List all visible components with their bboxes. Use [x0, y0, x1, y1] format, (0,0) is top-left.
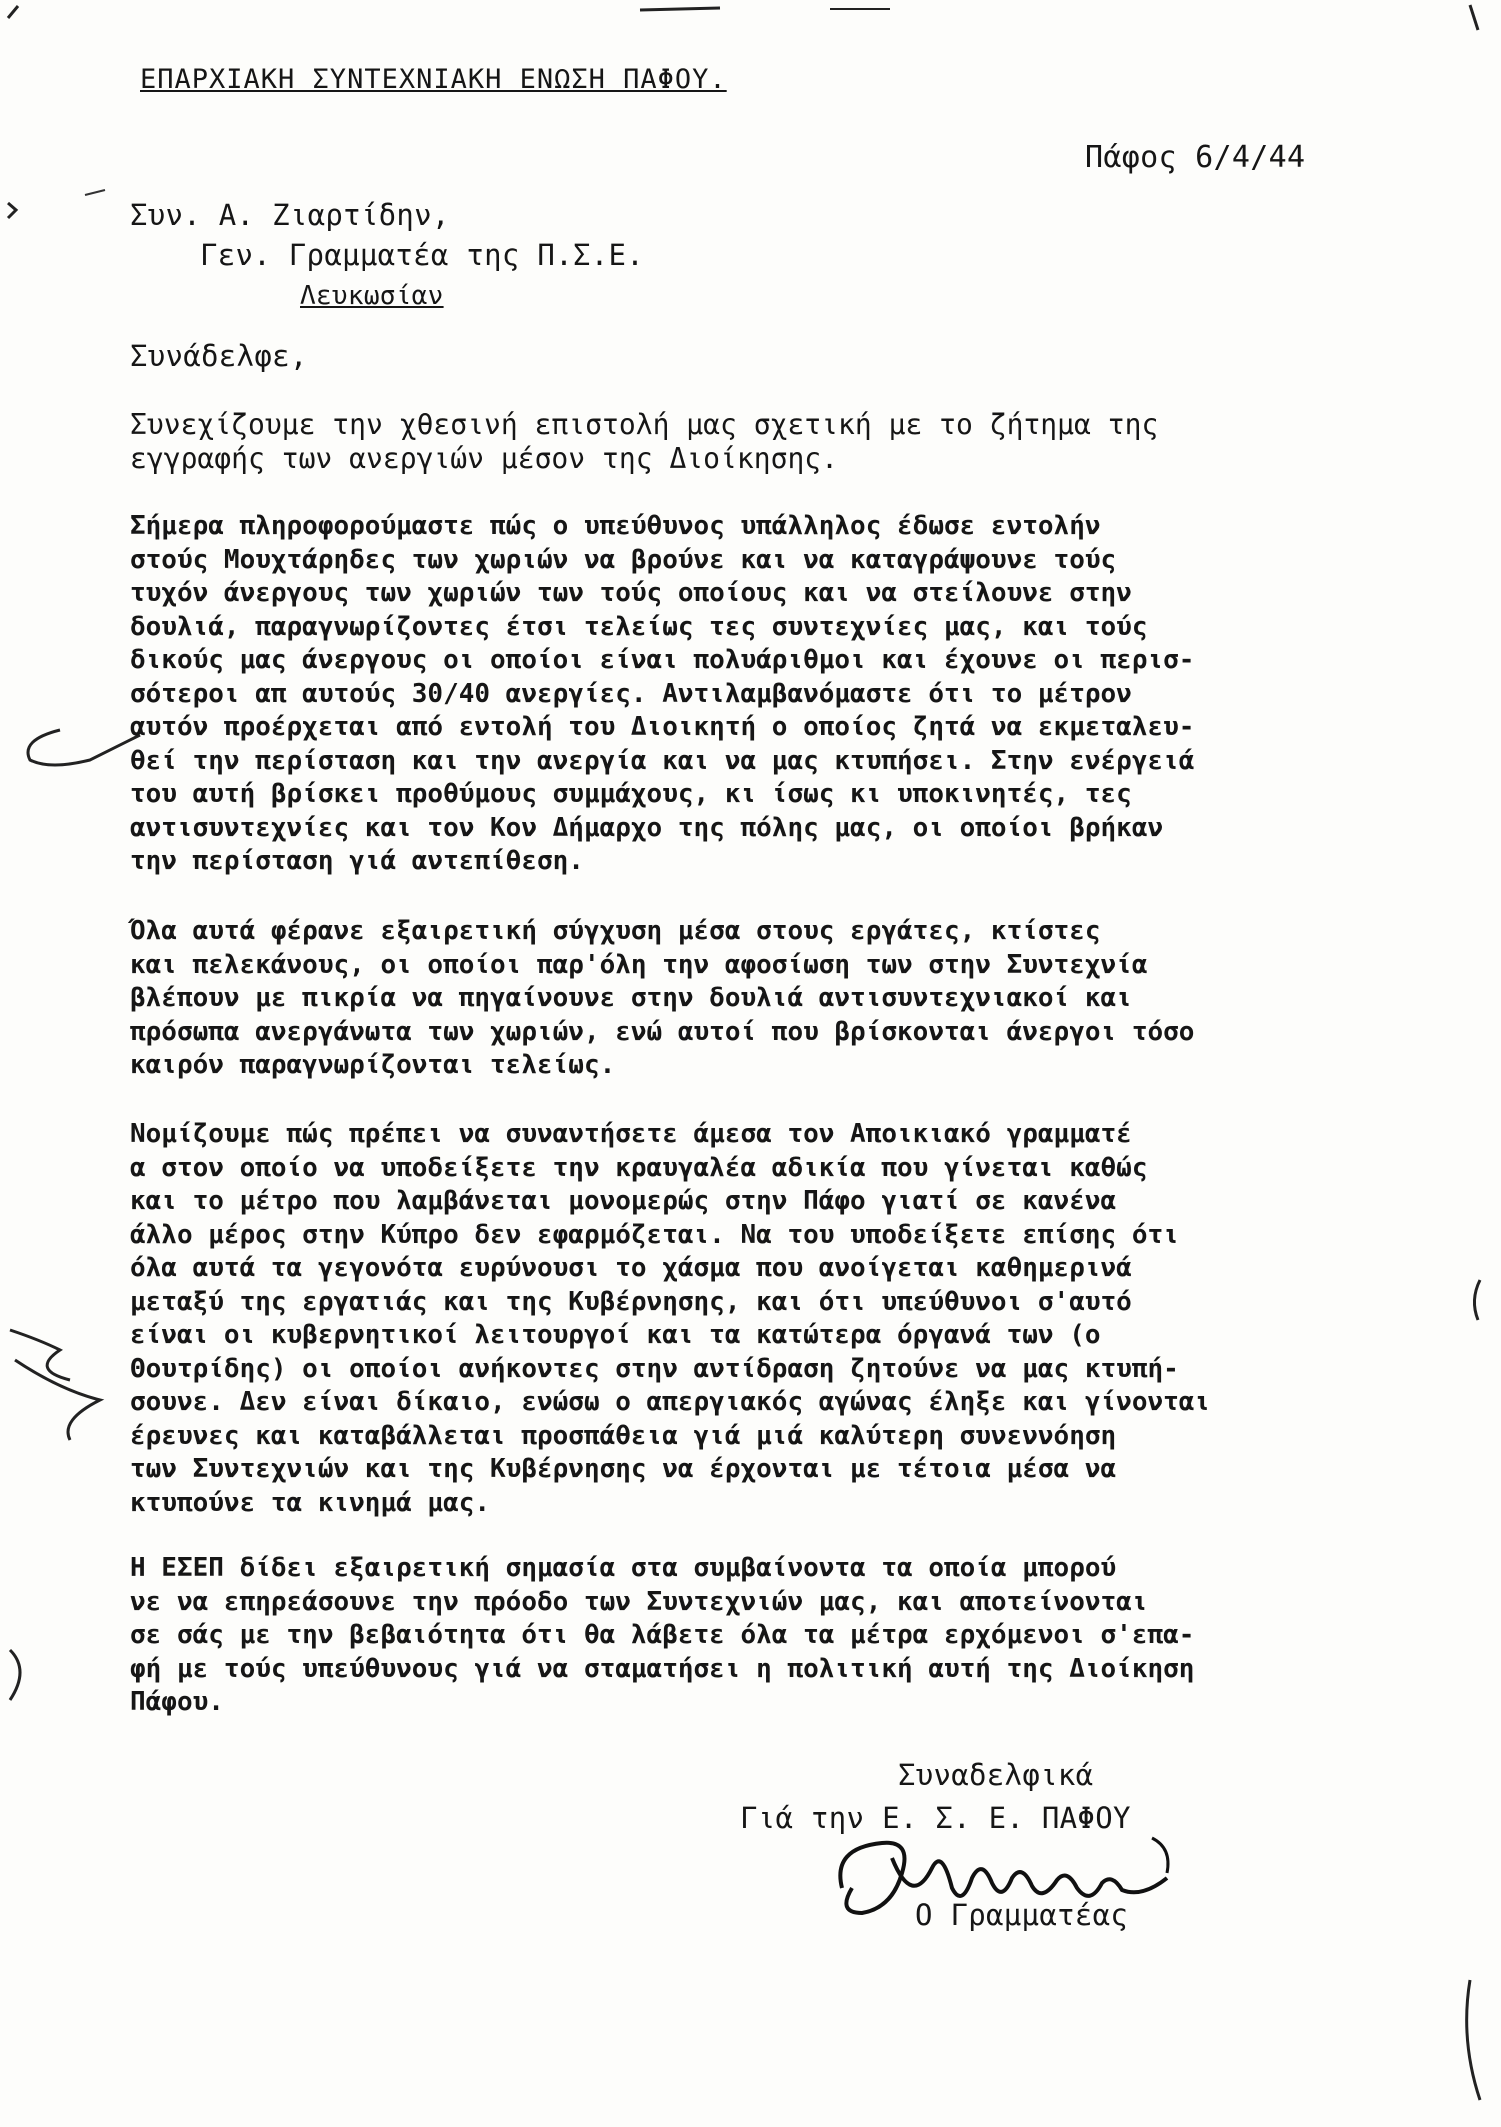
letterhead: ΕΠΑΡΧΙΑΚΗ ΣΥΝΤΕΧΝΙΑΚΗ ΕΝΩΣΗ ΠΑΦΟΥ. [140, 64, 727, 95]
recipient-name: Συν. Α. Ζιαρτίδην, [130, 198, 450, 232]
recipient-title: Γεν. Γραμματέα της Π.Σ.Ε. [200, 238, 644, 272]
closing: Συναδελφικά [898, 1758, 1094, 1792]
paragraph-2: Σήμερα πληροφορούμαστε πώς ο υπεύθυνος υπάλληλος έδωσε εντολήν στούς Μουχτάρηδες των χωριών να βρούνε και να καταγράψουνε τούς τυχόν άνεργους των χωριών των τούς οποίους και να στείλουνε στην δουλιά, παραγνωρίζοντες έτσι τελείως τες συντεχνίες μας, και τούς δικούς μας άνεργους οι οποίοι είναι πολυάριθμοι και έχουνε οι περισ- σότεροι απ αυτούς 30/40 ανεργίες. Αντιλαμβανόμαστε ότι το μέτρον αυτόν προέρχεται από εντολή του Διοικητή ο οποίος ζητά να εκμεταλευ- θεί την περίσταση και την ανεργία και να μας κτυπήσει. Στην ενέργειά του αυτή βρίσκει προθύμους συμμάχους, κι ίσως κι υποκινητές, τες αντισυντεχνίες και τον Κον Δήμαρχο της πόλης μας, οι οποίοι βρήκαν την περίσταση γιά αντεπίθεση. [130, 511, 1195, 876]
letter-date: Πάφος 6/4/44 [1085, 140, 1306, 175]
header-underline-top [830, 8, 890, 10]
signature-organization: Γιά την Ε. Σ. Ε. ΠΑΦΟΥ [740, 1801, 1131, 1835]
recipient-city: Λευκωσίαν [300, 281, 444, 311]
paragraph-5: Η ΕΣΕΠ δίδει εξαιρετική σημασία στα συμβαίνοντα τα οποία μπορού νε να επηρεάσουνε την πρόοδο των Συντεχνιών μας, και αποτείνονται σε σάς με την βεβαιότητα ότι θα λάβετε όλα τα μέτρα ερχόμενοι σ'επα- φή με τούς υπεύθυνους γιά να σταματήσει η πολιτική αυτή της Διοίκηση Πάφου. [130, 1553, 1195, 1717]
paragraph-3: Όλα αυτά φέρανε εξαιρετική σύγχυση μέσα στους εργάτες, κτίστες και πελεκάνους, οι οποίοι παρ'όλη την αφοσίωση των στην Συντεχνία βλέπουν με πικρία να πηγαίνουνε στην δουλιά αντισυντεχνιακοί και πρόσωπα ανεργάνωτα των χωριών, ενώ αυτοί που βρίσκονται άνεργοι τόσο καιρόν παραγνωρίζονται τελείως. [130, 916, 1195, 1080]
paragraph-4: Νομίζουμε πώς πρέπει να συναντήσετε άμεσα τον Αποικιακό γραμματέ α στον οποίο να υποδείξετε την κραυγαλέα αδικία που γίνεται καθώς και το μέτρο που λαμβάνεται μονομερώς στην Πάφο γιατί σε κανένα άλλο μέρος στην Κύπρο δεν εφαρμόζεται. Να του υποδείξετε επίσης ότι όλα αυτά τα γεγονότα ευρύνουσι το χάσμα που ανοίγεται καθημερινά μεταξύ της εργατιάς και της Κυβέρνησης, και ότι υπεύθυνοι σ'αυτό είναι οι κυβερνητικοί λειτουργοί και τα κατώτερα όργανά των (ο Θουτρίδης) οι οποίοι ανήκοντες στην αντίδραση ζητούνε να μας κτυπή- σουνε. Δεν είναι δίκαιο, ενώσω ο απεργιακός αγώνας έληξε και γίνονται έρευνες και καταβάλλεται προσπάθεια γιά μιά καλύτερη συνεννόηση των Συντεχνιών και της Κυβέρνησης να έρχονται με τέτοια μέσα να κτυπούνε τα κινημά μας. [130, 1119, 1211, 1518]
salutation: Συνάδελφε, [130, 339, 308, 373]
paragraph-1: Συνεχίζουμε την χθεσινή επιστολή μας σχετική με το ζήτημα της εγγραφής των ανεργιών μέσον της Διοίκησης. [130, 408, 1159, 475]
signer-title: Ο Γραμματέας [915, 1898, 1129, 1932]
